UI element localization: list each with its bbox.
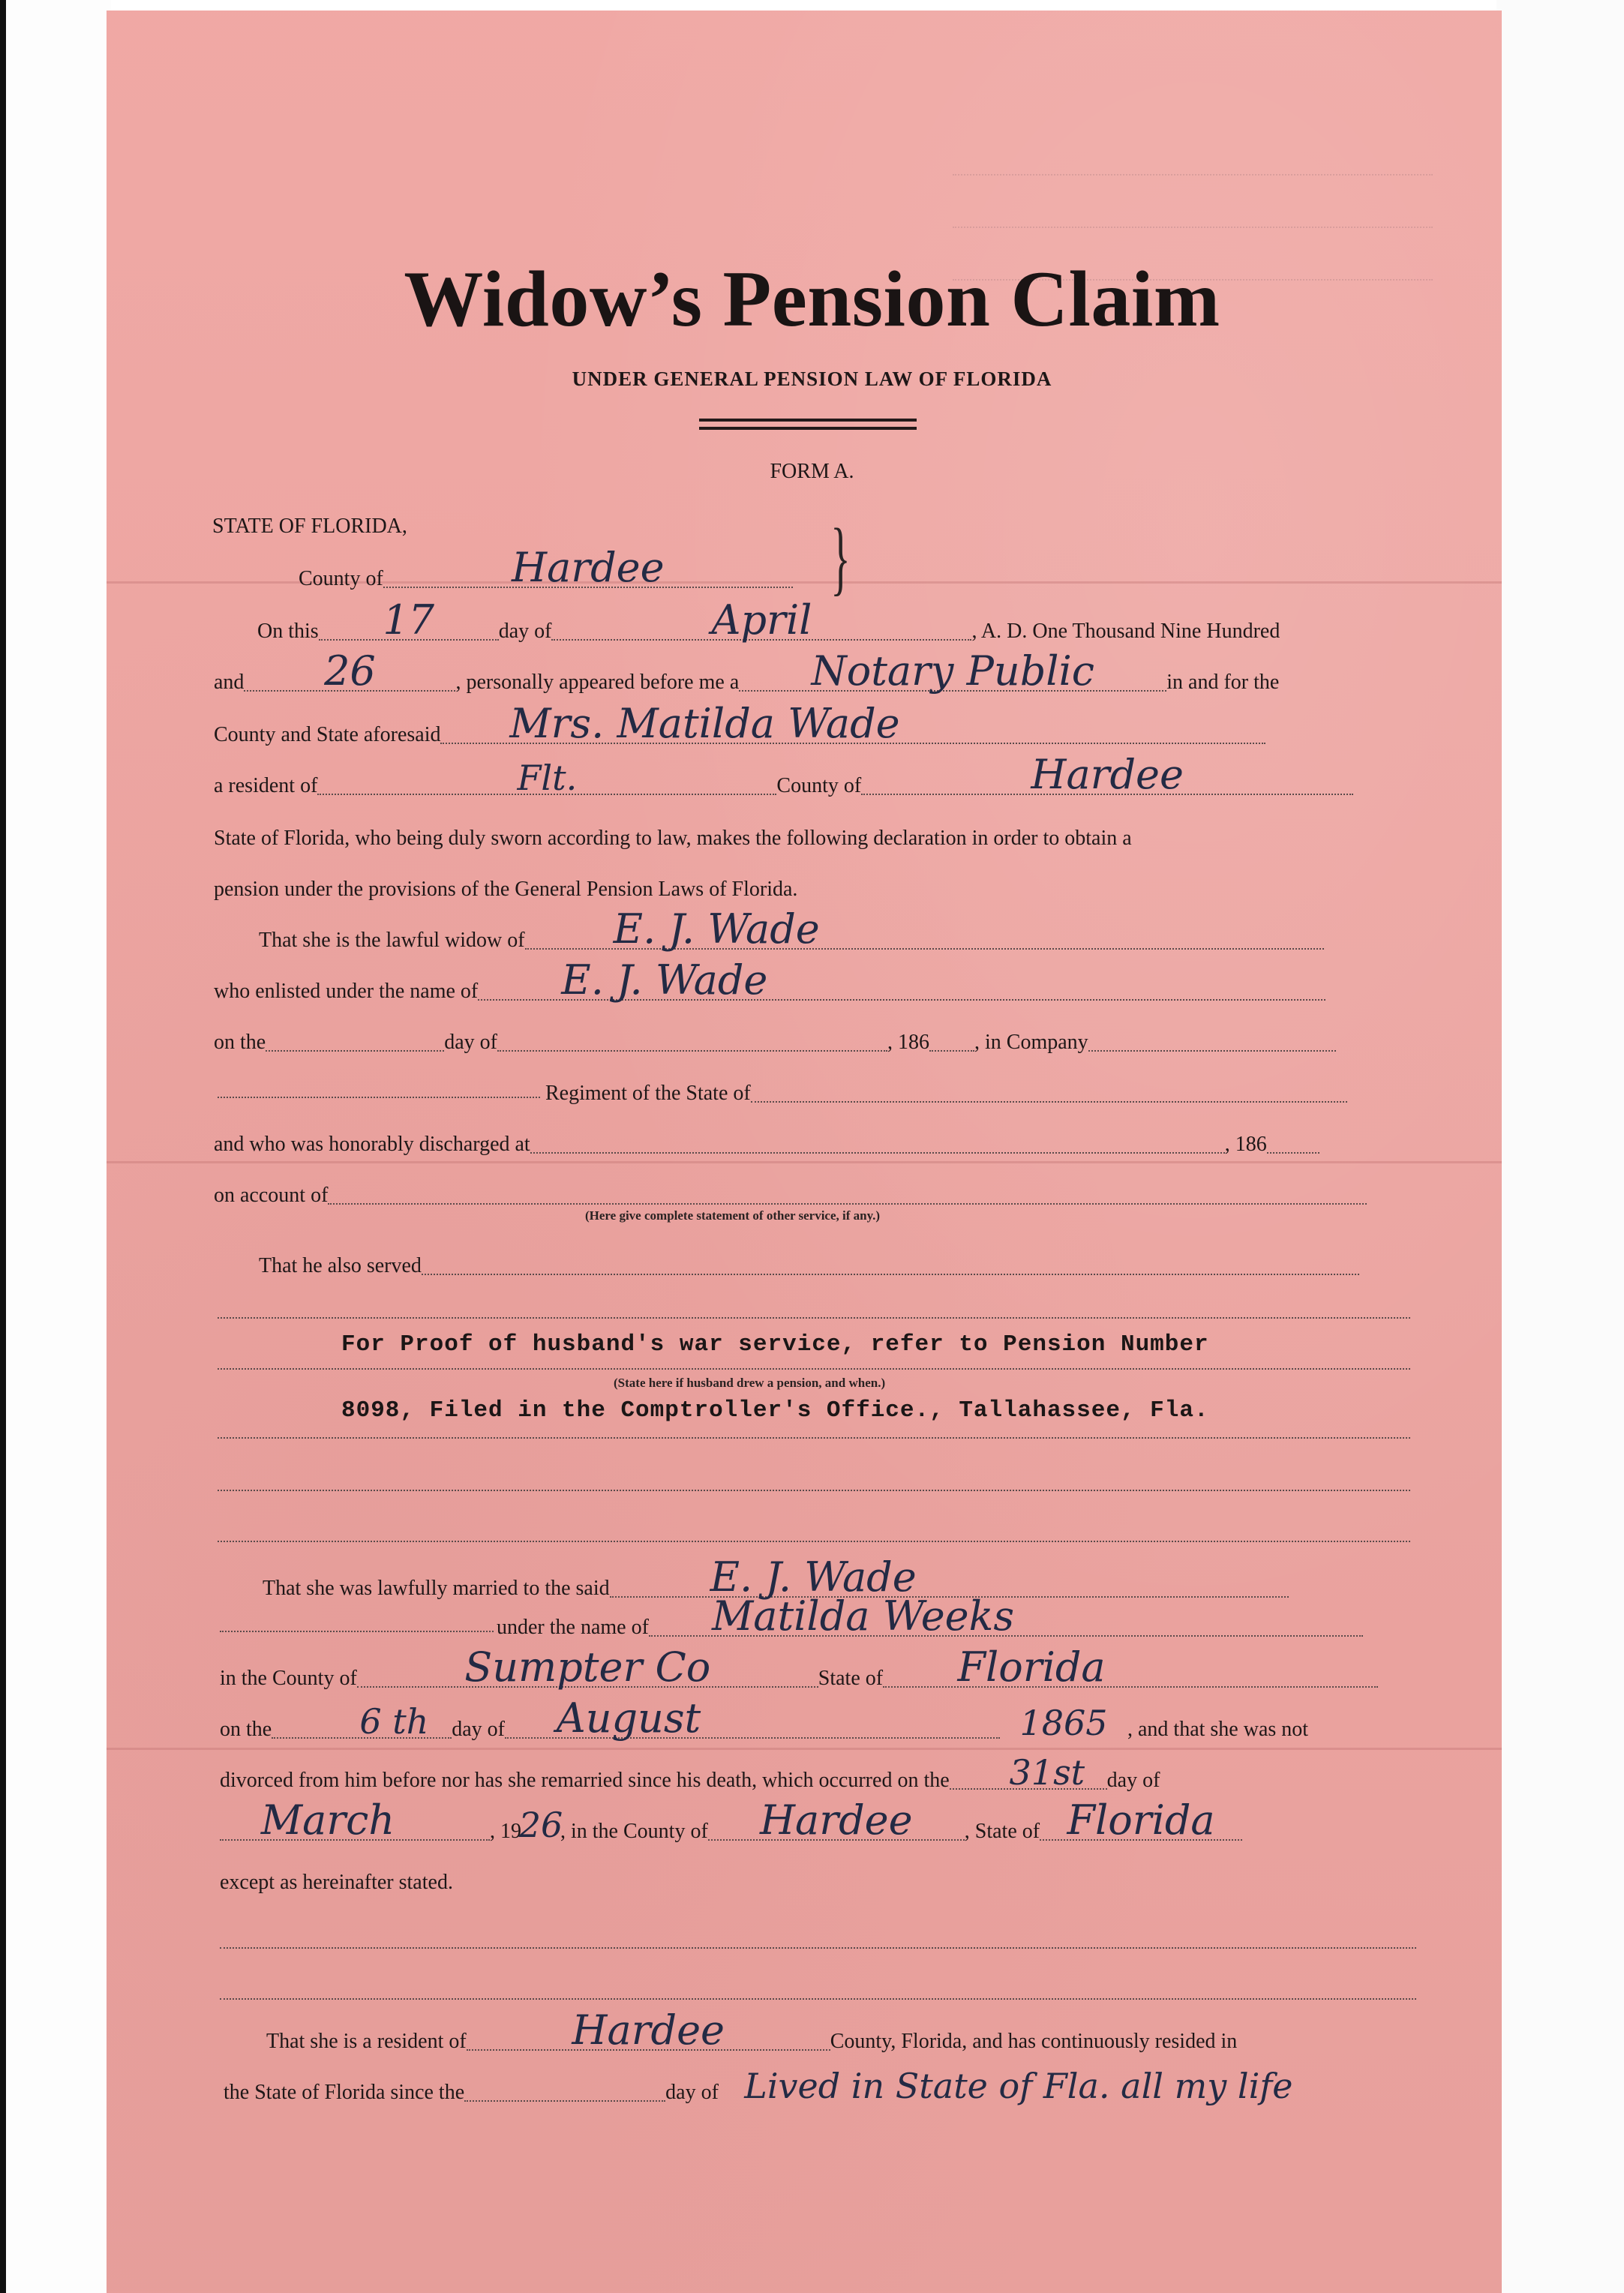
in-county-of-label: , in the County of bbox=[560, 1820, 708, 1843]
company-field[interactable] bbox=[1088, 1011, 1336, 1052]
death-state-field[interactable] bbox=[1040, 1796, 1242, 1844]
since-label: the State of Florida since the bbox=[224, 2081, 465, 2104]
enlisted-value: E. J. Wade bbox=[561, 956, 768, 1004]
regiment-label: Regiment of the State of bbox=[545, 1082, 751, 1105]
enlisted-field[interactable] bbox=[478, 956, 1325, 1004]
typed-number: 8098, Filed in the Comptroller's Office., Tallahassee, Fla. bbox=[341, 1397, 1209, 1424]
on-the-label: on the bbox=[220, 1718, 272, 1741]
day-of-label: day of bbox=[1106, 1769, 1160, 1792]
marriage-state-value: Florida bbox=[957, 1643, 1106, 1691]
title-rule bbox=[699, 427, 917, 430]
resident-county-value: Hardee bbox=[1031, 751, 1184, 798]
typed-proof: For Proof of husband's war service, refer to Pension Number bbox=[341, 1331, 1209, 1358]
marriage-month-value: August bbox=[556, 1694, 701, 1742]
title-rule bbox=[699, 419, 917, 422]
day-of-label: day of bbox=[498, 620, 552, 643]
form-label: FORM A. bbox=[770, 460, 854, 483]
other-service-note: (Here give complete statement of other service, if any.) bbox=[585, 1208, 881, 1223]
discharged-year-field[interactable] bbox=[1267, 1113, 1319, 1154]
residence-field[interactable] bbox=[317, 755, 776, 798]
ad-label: , A. D. One Thousand Nine Hundred bbox=[971, 620, 1280, 643]
on-account-label: on account of bbox=[214, 1184, 329, 1207]
officer-field[interactable] bbox=[739, 647, 1166, 695]
regiment-state-field[interactable] bbox=[751, 1062, 1347, 1103]
since-field[interactable] bbox=[719, 2063, 1319, 2106]
maiden-name-value: Matilda Weeks bbox=[711, 1592, 1015, 1640]
enlist-date-row bbox=[214, 1019, 1336, 1058]
widow-of-label: That she is the lawful widow of bbox=[259, 929, 525, 952]
marriage-date-row bbox=[220, 1694, 1309, 1745]
account-row bbox=[214, 1172, 1367, 1211]
on-the-label: on the bbox=[214, 1031, 266, 1054]
regiment-row bbox=[545, 1070, 1347, 1109]
resident-row bbox=[214, 751, 1353, 801]
county-state-label: County and State aforesaid bbox=[214, 723, 441, 746]
county-of-label: County of bbox=[776, 774, 862, 797]
county-label: County of bbox=[299, 567, 383, 590]
marriage-year-field[interactable] bbox=[1000, 1700, 1127, 1743]
year-field[interactable] bbox=[244, 647, 455, 695]
resident-of-label: a resident of bbox=[214, 774, 318, 797]
appeared-row bbox=[214, 647, 1414, 698]
divorced-text: divorced from him before nor has she remarried since his death, which occurred on the bbox=[220, 1769, 950, 1792]
discharged-row bbox=[214, 1121, 1319, 1160]
year-prefix-label: , 186 bbox=[887, 1031, 929, 1054]
service-blank[interactable] bbox=[218, 1368, 1410, 1370]
day-value: 17 bbox=[383, 596, 435, 644]
except-row bbox=[220, 1859, 453, 1898]
husband-value: E. J. Wade bbox=[710, 1553, 917, 1601]
month-field[interactable] bbox=[551, 596, 971, 644]
residence-county-field[interactable] bbox=[467, 2006, 830, 2054]
date-row bbox=[257, 596, 1412, 647]
death-year-value: 26 bbox=[518, 1805, 563, 1845]
venue-brace: } bbox=[830, 512, 851, 603]
husband-field[interactable] bbox=[610, 1553, 1289, 1601]
state-label: STATE OF FLORIDA, bbox=[212, 515, 407, 538]
death-month-field[interactable] bbox=[220, 1796, 490, 1844]
marriage-place-row bbox=[220, 1643, 1378, 1694]
fold-line bbox=[107, 1161, 1502, 1163]
residence-value: Flt. bbox=[517, 758, 578, 798]
service-blank[interactable] bbox=[218, 1490, 1410, 1491]
sworn-text bbox=[214, 815, 1132, 854]
discharged-year-label: , 186 bbox=[1224, 1133, 1267, 1156]
fold-line bbox=[107, 1748, 1502, 1750]
sworn-text-line: State of Florida, who being duly sworn according to law, makes the following declaration in order to obtain a bbox=[214, 827, 1132, 850]
since-row bbox=[224, 2066, 1319, 2108]
since-day-field[interactable] bbox=[464, 2061, 665, 2102]
death-row bbox=[220, 1752, 1160, 1796]
county-text: County, Florida, and has continuously resided in bbox=[830, 2030, 1238, 2053]
under-name-blank[interactable] bbox=[220, 1631, 494, 1632]
form-subtitle: UNDER GENERAL PENSION LAW OF FLORIDA bbox=[572, 368, 1052, 390]
death-county-value: Hardee bbox=[759, 1796, 913, 1844]
service-blank[interactable] bbox=[218, 1437, 1410, 1439]
maiden-name-field[interactable] bbox=[649, 1592, 1363, 1640]
pension-text-line: pension under the provisions of the General Pension Laws of Florida. bbox=[214, 878, 798, 901]
discharged-field[interactable] bbox=[530, 1113, 1225, 1154]
enlist-month-field[interactable] bbox=[497, 1011, 887, 1052]
pension-text bbox=[214, 866, 797, 905]
service-blank[interactable] bbox=[218, 1541, 1410, 1542]
appeared-label: , personally appeared before me a bbox=[455, 671, 740, 694]
year-value: 26 bbox=[324, 647, 376, 695]
in-company-label: , in Company bbox=[974, 1031, 1088, 1054]
day-of-label: day of bbox=[665, 2081, 719, 2104]
married-label: That she was lawfully married to the said bbox=[263, 1577, 610, 1600]
death-year-field[interactable] bbox=[518, 1802, 563, 1845]
enlisted-row bbox=[214, 956, 1325, 1007]
month-value: April bbox=[711, 596, 812, 644]
claimant-value: Mrs. Matilda Wade bbox=[509, 700, 900, 747]
on-this-label: On this bbox=[257, 620, 319, 643]
claimant-field[interactable] bbox=[440, 700, 1265, 747]
county-field[interactable] bbox=[383, 544, 793, 591]
bleed-through bbox=[953, 165, 1433, 176]
not-divorced-label: , and that she was not bbox=[1127, 1718, 1309, 1741]
resident-of-label: That she is a resident of bbox=[266, 2030, 467, 2053]
also-served-row bbox=[259, 1242, 1359, 1281]
venue-state bbox=[212, 503, 407, 542]
and-label: and bbox=[214, 671, 245, 694]
death-state-value: Florida bbox=[1067, 1796, 1215, 1844]
widow-of-row bbox=[259, 905, 1324, 956]
discharged-label: and who was honorably discharged at bbox=[214, 1133, 530, 1156]
marriage-month-field[interactable] bbox=[505, 1694, 1000, 1742]
county-value: Hardee bbox=[511, 544, 665, 591]
form-title: Widow’s Pension Claim bbox=[404, 255, 1220, 343]
also-served-label: That he also served bbox=[259, 1254, 422, 1277]
day-of-label: day of bbox=[444, 1031, 497, 1054]
enlist-year-field[interactable] bbox=[929, 1011, 974, 1052]
marriage-day-value: 6 th bbox=[359, 1701, 429, 1742]
marriage-county-value: Sumpter Co bbox=[464, 1643, 711, 1691]
widow-of-field[interactable] bbox=[525, 905, 1324, 953]
death-month-value: March bbox=[260, 1796, 395, 1844]
resident-county-field[interactable] bbox=[861, 751, 1353, 798]
except-blank[interactable] bbox=[220, 1998, 1416, 2000]
death-county-field[interactable] bbox=[708, 1796, 965, 1844]
also-served-field[interactable] bbox=[422, 1235, 1359, 1275]
death-day-value: 31st bbox=[1009, 1752, 1085, 1793]
residence-row bbox=[266, 2006, 1238, 2057]
death-date-row bbox=[220, 1796, 1242, 1847]
residence-county-value: Hardee bbox=[572, 2006, 725, 2054]
claimant-row bbox=[214, 700, 1265, 750]
marriage-county-field[interactable] bbox=[357, 1643, 818, 1691]
under-name-label: under the name of bbox=[497, 1616, 649, 1639]
state-of-label: , State of bbox=[964, 1820, 1040, 1843]
except-blank[interactable] bbox=[220, 1947, 1416, 1949]
marriage-state-field[interactable] bbox=[883, 1643, 1378, 1691]
account-field[interactable] bbox=[328, 1164, 1367, 1205]
marriage-day-field[interactable] bbox=[272, 1698, 452, 1742]
widow-of-value: E. J. Wade bbox=[613, 905, 820, 953]
enlisted-label: who enlisted under the name of bbox=[214, 980, 479, 1003]
in-county-label: in the County of bbox=[220, 1667, 357, 1690]
in-and-for-label: in and for the bbox=[1166, 671, 1280, 694]
except-text: except as hereinafter stated. bbox=[220, 1871, 453, 1894]
bleed-through bbox=[953, 218, 1433, 228]
year-prefix-label: , 19 bbox=[490, 1820, 521, 1843]
day-of-label: day of bbox=[452, 1718, 505, 1741]
under-name-row bbox=[497, 1592, 1363, 1643]
death-day-field[interactable] bbox=[950, 1749, 1107, 1793]
marriage-year-value: 1865 bbox=[1019, 1703, 1108, 1743]
day-field[interactable] bbox=[319, 596, 499, 644]
since-value: Lived in State of Fla. all my life bbox=[744, 2066, 1293, 2106]
pension-note: (State here if husband drew a pension, and when.) bbox=[614, 1376, 886, 1390]
regiment-blank[interactable] bbox=[218, 1097, 540, 1098]
officer-value: Notary Public bbox=[811, 647, 1095, 695]
venue-county-row bbox=[299, 544, 793, 594]
enlist-day-field[interactable] bbox=[266, 1011, 444, 1052]
service-blank[interactable] bbox=[218, 1317, 1410, 1319]
state-of-label: State of bbox=[818, 1667, 884, 1690]
